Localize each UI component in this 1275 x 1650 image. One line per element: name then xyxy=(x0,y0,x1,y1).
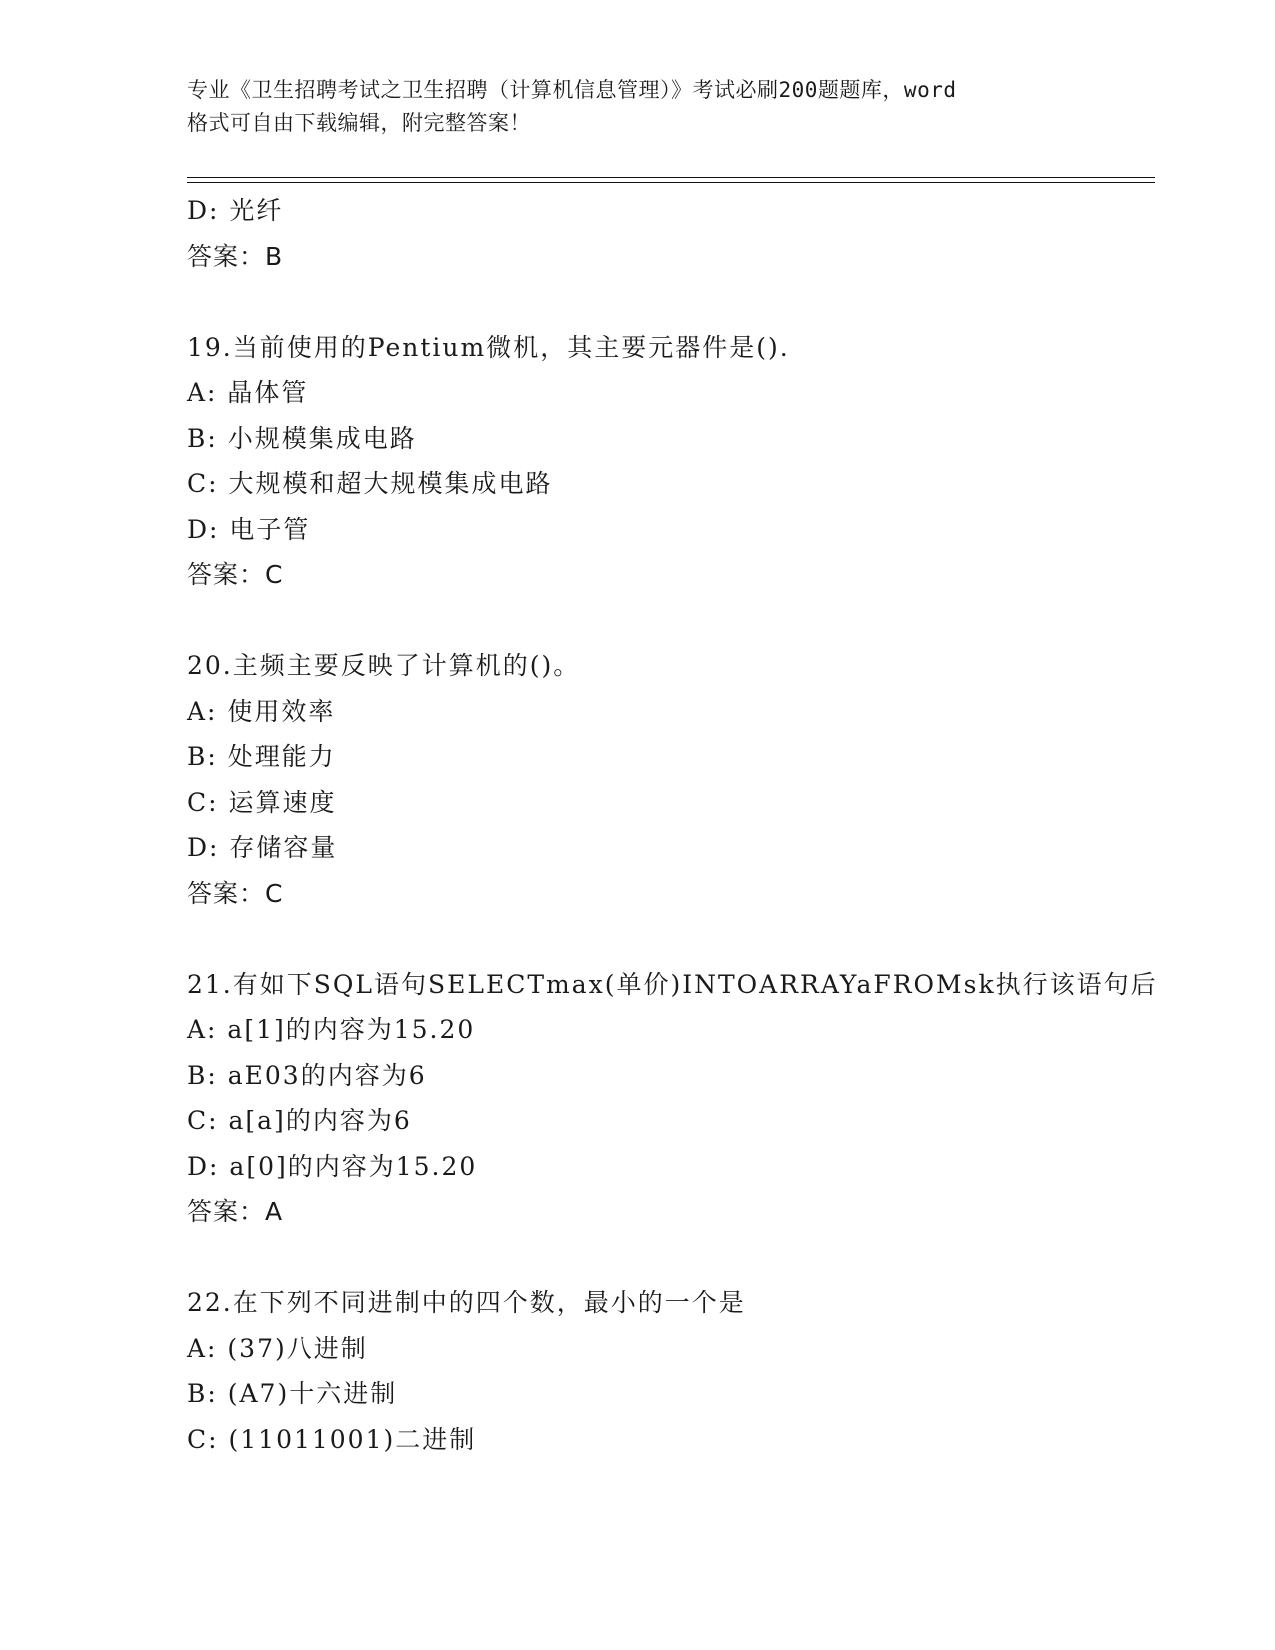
header-rule-top xyxy=(187,177,1155,178)
header-rule-bottom xyxy=(187,182,1155,183)
spacer xyxy=(187,916,1147,962)
option-d: D: 电子管 xyxy=(187,514,311,544)
carryover-block xyxy=(187,188,1147,279)
question-stem: 19.当前使用的Pentium微机，其主要元器件是(). xyxy=(187,332,790,362)
option-c: C: 运算速度 xyxy=(187,787,337,817)
answer-line: 答案：C xyxy=(187,560,284,589)
answer-line: 答案：C xyxy=(187,878,284,908)
question-21 xyxy=(187,962,1158,1235)
option-c: C: 大规模和超大规模集成电路 xyxy=(187,469,553,498)
answer-line: 答案：A xyxy=(187,1197,284,1226)
option-c: C: (11011001)二进制 xyxy=(187,1424,477,1454)
question-22 xyxy=(187,1280,1147,1462)
option-a: A: a[1]的内容为15.20 xyxy=(187,1015,476,1044)
question-list xyxy=(187,188,1158,1462)
option-d: D: 光纤 xyxy=(187,196,284,225)
option-d: D: a[0]的内容为15.20 xyxy=(187,1151,478,1181)
spacer xyxy=(187,1235,1147,1281)
question-20 xyxy=(187,643,1147,916)
question-stem: 21.有如下SQL语句SELECTmax(单价)INTOARRAYaFROMsk执行该语句后 xyxy=(187,969,1158,999)
option-b: B: (A7)十六进制 xyxy=(187,1379,398,1408)
question-stem: 20.主频主要反映了计算机的()。 xyxy=(187,651,581,680)
option-d: D: 存储容量 xyxy=(187,833,338,862)
spacer xyxy=(187,598,1147,644)
option-b: B: 处理能力 xyxy=(187,742,336,771)
option-a: A: 晶体管 xyxy=(187,378,309,407)
header-line-2: 格式可自由下载编辑，附完整答案！ xyxy=(187,111,531,135)
spacer xyxy=(187,279,1147,325)
header-line-1: 专业《卫生招聘考试之卫生招聘（计算机信息管理）》考试必刷200题题库，word xyxy=(187,78,957,102)
question-19 xyxy=(187,325,1147,598)
document-header xyxy=(187,74,1087,140)
option-a: A: 使用效率 xyxy=(187,696,336,726)
option-c: C: a[a]的内容为6 xyxy=(187,1106,412,1135)
option-a: A: (37)八进制 xyxy=(187,1333,368,1363)
option-b: B: 小规模集成电路 xyxy=(187,423,417,453)
option-b: B: aE03的内容为6 xyxy=(187,1060,427,1090)
answer-line: 答案：B xyxy=(187,241,284,271)
question-stem: 22.在下列不同进制中的四个数，最小的一个是 xyxy=(187,1288,746,1317)
